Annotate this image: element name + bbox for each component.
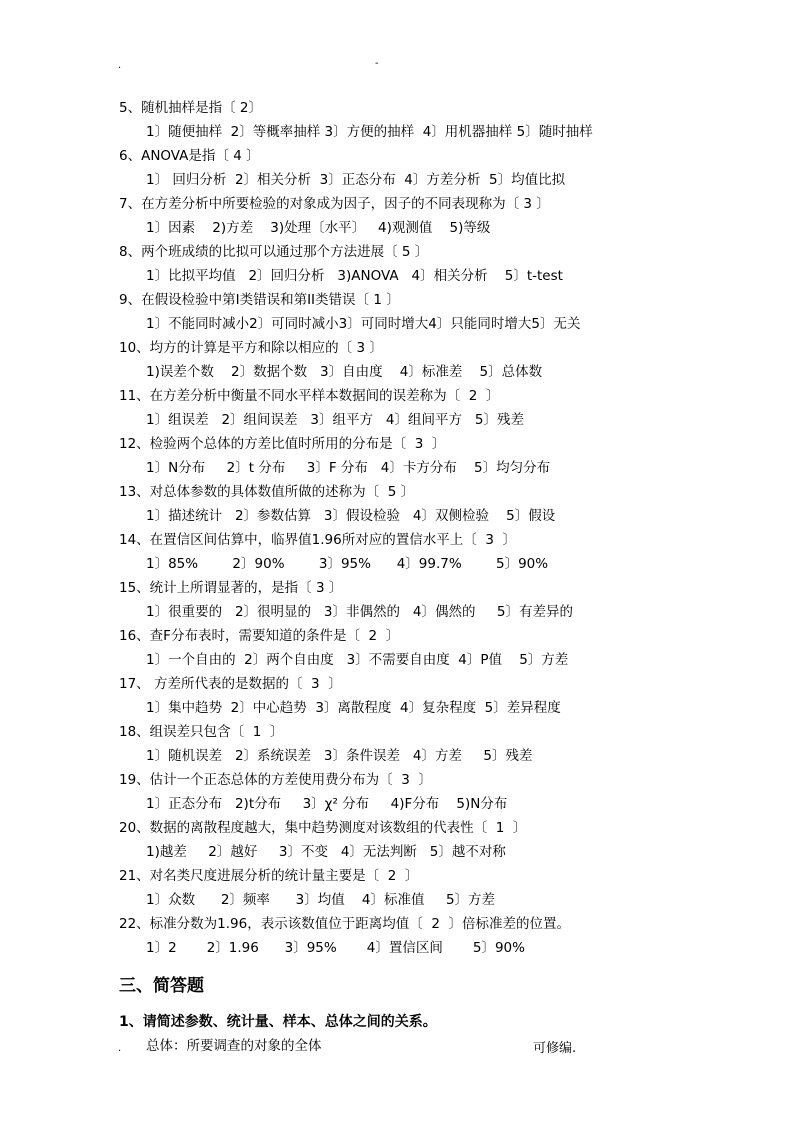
question-22-options: 1〕2 2〕1.96 3〕95% 4〕置信区间 5〕90% [146,940,525,956]
question-15-options: 1〕很重要的 2〕很明显的 3〕非偶然的 4〕偶然的 5〕有差异的 [146,604,574,620]
question-22: 22、标准分数为1.96，表示该数值位于距离均值〔 2 〕倍标准差的位置。 [119,916,570,932]
question-8-options: 1〕比拟平均值 2〕回归分析 3)ANOVA 4〕相关分析 5〕t-test [146,268,563,284]
question-9-options: 1〕不能同时减小2〕可同时减小3〕可同时增大4〕只能同时增大5〕无关 [146,316,581,332]
question-15: 15、统计上所谓显著的，是指〔 3 〕 [119,580,343,596]
short-answer-text: 总体：所要调查的对象的全体 [146,1038,322,1054]
question-20: 20、数据的离散程度越大，集中趋势测度对该数组的代表性〔 1 〕 [119,820,527,836]
question-21-options: 1〕众数 2〕频率 3〕均值 4〕标准值 5〕方差 [146,892,496,908]
question-10-options: 1)误差个数 2〕数据个数 3〕自由度 4〕标准差 5〕总体数 [146,364,543,380]
question-11: 11、在方差分析中衡量不同水平样本数据间的误差称为〔 2 〕 [119,388,500,404]
document-body [119,96,719,1057]
question-19: 19、估计一个正态总体的方差使用费分布为〔 3 〕 [119,772,432,788]
question-18: 18、组误差只包含〔 1 〕 [119,724,284,740]
footer-text: 可修编. [533,1041,577,1056]
question-18-options: 1〕随机误差 2〕系统误差 3〕条件误差 4〕方差 5〕残差 [146,748,533,764]
question-17-options: 1〕集中趋势 2〕中心趋势 3〕离散程度 4〕复杂程度 5〕差异程度 [146,700,561,716]
question-14-options: 1〕85% 2〕90% 3〕95% 4〕99.7% 5〕90% [146,556,549,572]
question-7: 7、在方差分析中所要检验的对象成为因子，因子的不同表现称为〔 3 〕 [119,196,550,212]
question-6: 6、ANOVA是指〔 4 〕 [119,148,260,164]
question-20-options: 1)越差 2〕越好 3〕不变 4〕无法判断 5〕越不对称 [146,844,506,860]
question-17: 17、 方差所代表的是数据的〔 3 〕 [119,676,342,692]
question-6-options: 1〕 回归分析 2〕相关分析 3〕正态分布 4〕方差分析 5〕均值比拟 [146,172,566,188]
question-5-options: 1〕随便抽样 2〕等概率抽样 3〕方便的抽样 4〕用机器抽样 5〕随时抽样 [146,124,593,140]
question-13-options: 1〕描述统计 2〕参数估算 3〕假设检验 4〕双侧检验 5〕假设 [146,508,556,524]
question-14: 14、在置信区间估算中，临界值1.96所对应的置信水平上〔 3 〕 [119,532,516,548]
question-10: 10、均方的计算是平方和除以相应的〔 3 〕 [119,340,383,356]
section-title: 三、简答题 [119,976,204,996]
question-7-options: 1〕因素 2)方差 3)处理〔水平〕 4)观测值 5)等级 [146,220,491,236]
footer-dot: . [118,1043,122,1054]
header-dot: . [118,60,122,71]
question-11-options: 1〕组误差 2〕组间误差 3〕组平方 4〕组间平方 5〕残差 [146,412,524,428]
question-16-options: 1〕一个自由的 2〕两个自由度 3〕不需要自由度 4〕P值 5〕方差 [146,652,569,668]
question-12-options: 1〕N分布 2〕t 分布 3〕F 分布 4〕卡方分布 5〕均匀分布 [146,460,551,476]
question-16: 16、查F分布表时，需要知道的条件是〔 2 〕 [119,628,400,644]
question-9: 9、在假设检验中第Ⅰ类错误和第II类错误〔 1 〕 [119,292,400,308]
question-19-options: 1〕正态分布 2)t分布 3〕χ² 分布 4)F分布 5)N分布 [146,796,508,812]
question-12: 12、检验两个总体的方差比值时所用的分布是〔 3 〕 [119,436,446,452]
short-answer-question: 1、请简述参数、统计量、样本、总体之间的关系。 [119,1014,437,1030]
question-5: 5、随机抽样是指〔 2〕 [119,100,262,116]
question-13: 13、对总体参数的具体数值所做的述称为〔 5 〕 [119,484,415,500]
question-8: 8、两个班成绩的比拟可以通过那个方法进展〔 5 〕 [119,244,429,260]
header-dash: - [375,58,379,69]
question-21: 21、对名类尺度进展分析的统计量主要是〔 2 〕 [119,868,419,884]
